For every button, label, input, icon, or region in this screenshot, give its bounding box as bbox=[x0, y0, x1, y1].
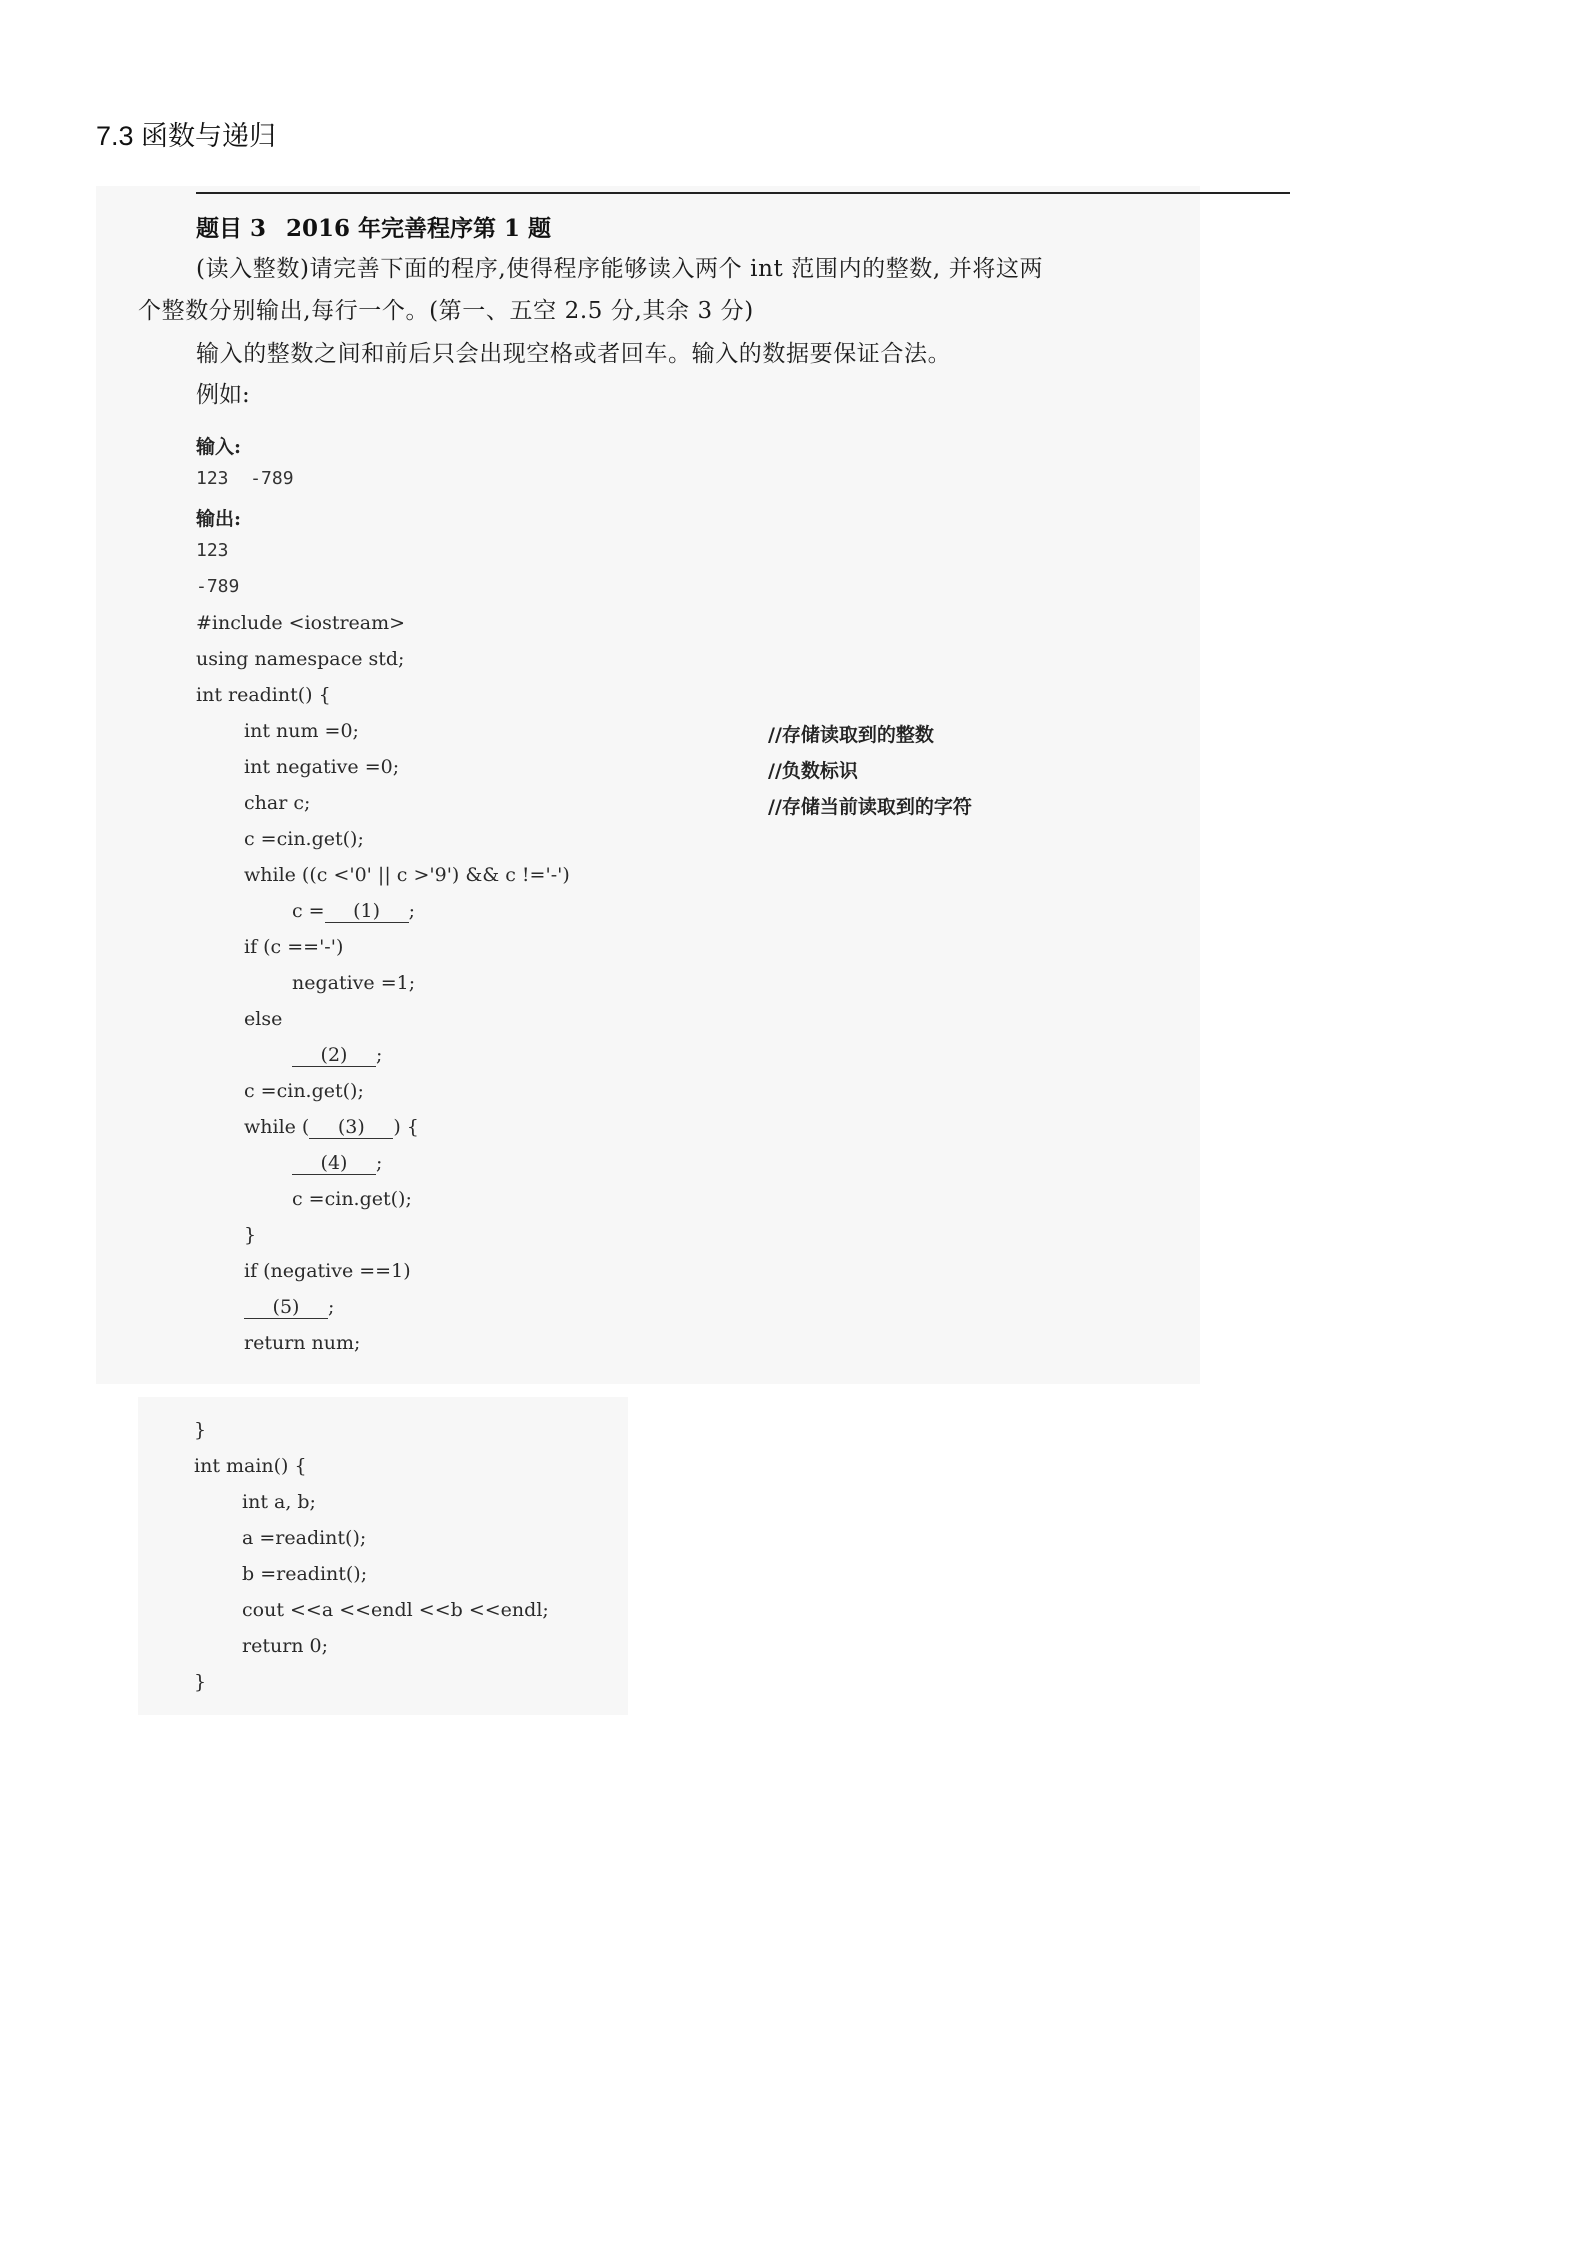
problem-constraint: 输入的整数之间和前后只会出现空格或者回车。输入的数据要保证合法。 bbox=[196, 341, 952, 367]
code-comment: //负数标识 bbox=[768, 760, 858, 782]
code-line-with-blank bbox=[292, 1152, 382, 1175]
problem-description-line-2: 个整数分别输出,每行一个。(第一、五空 2.5 分,其余 3 分) bbox=[138, 298, 754, 324]
code-line: } bbox=[194, 1671, 207, 1693]
code-line: else bbox=[244, 1008, 283, 1030]
code-line-with-blank bbox=[244, 1296, 334, 1319]
code-line-with-blank bbox=[292, 900, 415, 923]
code-line: b =readint(); bbox=[242, 1563, 368, 1585]
code-line-with-blank bbox=[292, 1044, 382, 1067]
code-fragment: ; bbox=[408, 900, 416, 922]
code-line: return num; bbox=[244, 1332, 361, 1354]
code-line: if (negative ==1) bbox=[244, 1260, 411, 1282]
code-fragment: c = bbox=[292, 900, 325, 922]
code-line: int readint() { bbox=[196, 684, 331, 706]
problem-title bbox=[196, 210, 551, 243]
code-line: int a, b; bbox=[242, 1491, 316, 1513]
output-line: 123 bbox=[196, 540, 229, 561]
code-fragment: ) { bbox=[393, 1116, 419, 1138]
code-line: cout <<a <<endl <<b <<endl; bbox=[242, 1599, 549, 1621]
code-line: #include <iostream> bbox=[196, 612, 406, 634]
code-fragment: ; bbox=[328, 1296, 335, 1318]
code-line: int main() { bbox=[194, 1455, 307, 1477]
code-line: } bbox=[244, 1224, 257, 1246]
code-line: } bbox=[194, 1419, 207, 1441]
main-function-scan bbox=[138, 1397, 628, 1715]
output-line: -789 bbox=[196, 576, 240, 597]
example-label: 例如: bbox=[196, 382, 250, 408]
code-fragment: ; bbox=[376, 1044, 383, 1066]
code-line: while ((c <'0' || c >'9') && c !='-') bbox=[244, 864, 570, 886]
blank-5: (5) bbox=[244, 1296, 328, 1319]
blank-3: (3) bbox=[309, 1116, 393, 1139]
code-comment: //存储读取到的整数 bbox=[768, 724, 934, 746]
input-label: 输入: bbox=[196, 436, 242, 458]
code-line: a =readint(); bbox=[242, 1527, 367, 1549]
blank-4: (4) bbox=[292, 1152, 376, 1175]
code-fragment: ; bbox=[376, 1152, 383, 1174]
code-line: int num =0; bbox=[244, 720, 359, 742]
blank-1: (1) bbox=[325, 900, 409, 923]
code-line: using namespace std; bbox=[196, 648, 405, 670]
code-comment: //存储当前读取到的字符 bbox=[768, 796, 972, 818]
problem-title-text: 2016 年完善程序第 1 题 bbox=[286, 215, 552, 242]
code-line: c =cin.get(); bbox=[292, 1188, 412, 1210]
code-line: negative =1; bbox=[292, 972, 416, 994]
code-line: c =cin.get(); bbox=[244, 1080, 364, 1102]
problem-scan bbox=[96, 186, 1200, 1384]
problem-label: 题目 3 bbox=[196, 215, 267, 242]
code-line-with-blank bbox=[244, 1116, 419, 1139]
input-value: 123 -789 bbox=[196, 468, 294, 489]
problem-description-line-1: (读入整数)请完善下面的程序,使得程序能够读入两个 int 范围内的整数, 并将这两 bbox=[196, 256, 1044, 282]
section-heading: 7.3 函数与递归 bbox=[96, 121, 277, 151]
code-line: return 0; bbox=[242, 1635, 329, 1657]
blank-2: (2) bbox=[292, 1044, 376, 1067]
code-line: if (c =='-') bbox=[244, 936, 344, 958]
output-label: 输出: bbox=[196, 508, 242, 530]
code-fragment: while ( bbox=[244, 1116, 310, 1138]
code-line: int negative =0; bbox=[244, 756, 400, 778]
top-rule bbox=[196, 192, 1290, 194]
code-line: char c; bbox=[244, 792, 311, 814]
code-line: c =cin.get(); bbox=[244, 828, 364, 850]
